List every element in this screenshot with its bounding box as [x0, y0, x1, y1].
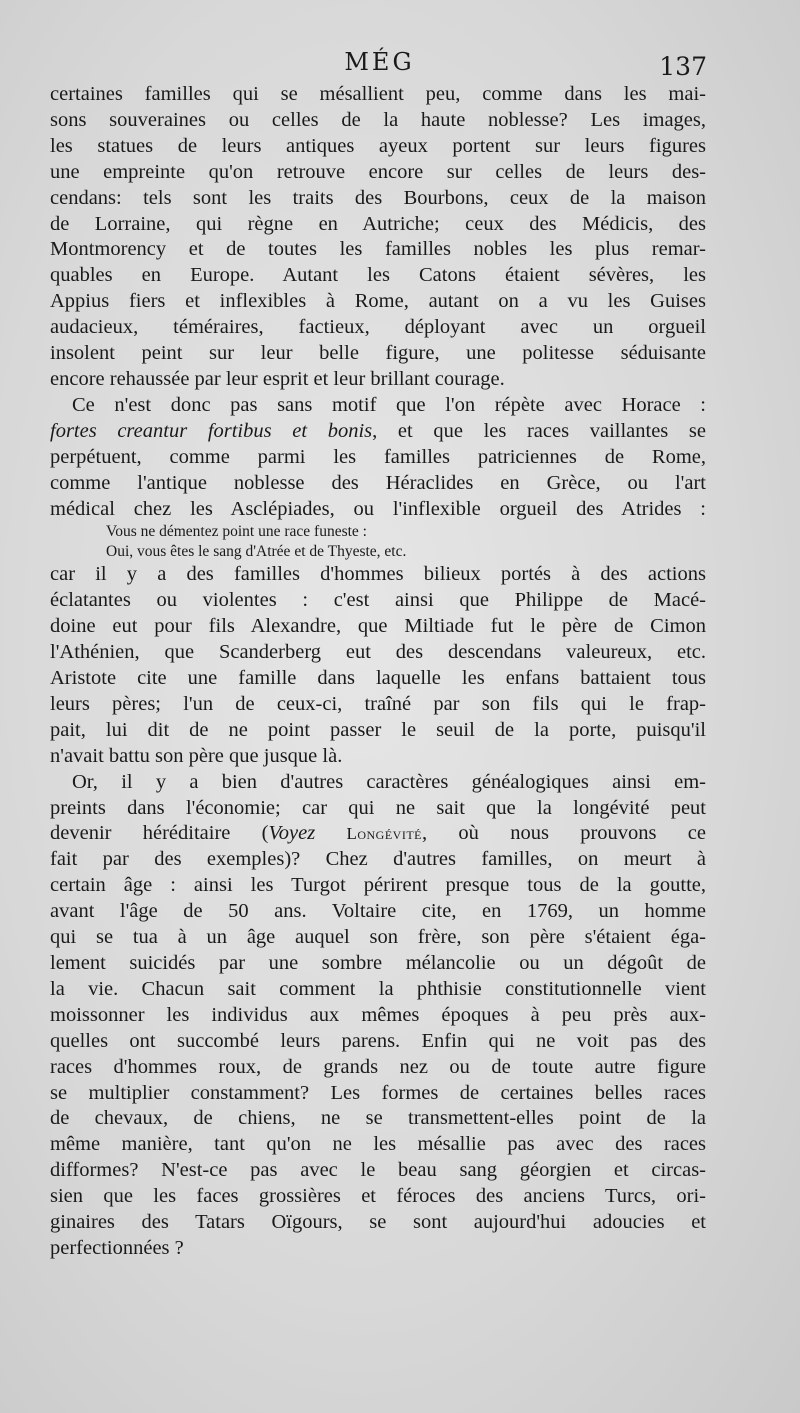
text-line: audacieux, téméraires, factieux, déployant avec un orgueil [50, 316, 706, 339]
latin-quote: fortes creantur fortibus et bonis [50, 419, 373, 442]
text-line: Or, il y a bien d'autres caractères généalogiques ainsi em- [72, 770, 706, 793]
text-line: Montmorency et de toutes les familles nobles les plus remar- [50, 238, 706, 261]
text-line: doine eut pour fils Alexandre, que Miltiade fut le père de Cimon [50, 615, 706, 638]
text-line: éclatantes ou violentes : c'est ainsi que Philippe de Macé- [50, 589, 706, 612]
running-title: MÉG [344, 48, 415, 76]
paragraph [50, 770, 706, 1262]
text-line: sien que les faces grossières et féroces des anciens Turcs, ori- [50, 1185, 706, 1208]
text-line: encore rehaussée par leur esprit et leur brillant courage. [50, 367, 505, 390]
text-line: races d'hommes roux, de grands nez ou de toute autre figure [50, 1055, 706, 1078]
paragraph [50, 393, 706, 523]
text-line: une empreinte qu'on retrouve encore sur celles de leurs des- [50, 160, 706, 183]
text-line: n'avait battu son père que jusque là. [50, 744, 343, 767]
text-line: cendans: tels sont les traits des Bourbons, ceux de la maison [50, 186, 706, 209]
text-line: qui se tua à un âge auquel son frère, son père s'étaient éga- [50, 926, 706, 949]
text-line: même manière, tant qu'on ne les mésallie pas avec des races [50, 1133, 706, 1156]
text-line: se multiplier constamment? Les formes de certaines belles races [50, 1081, 706, 1104]
cross-reference-entry: Longévité [346, 824, 423, 844]
text-line: avant l'âge de 50 ans. Voltaire cite, en 1769, un homme [50, 900, 706, 923]
text-line: la vie. Chacun sait comment la phthisie constitutionnelle vient [50, 977, 706, 1000]
text-line: de Lorraine, qui règne en Autriche; ceux des Médicis, des [50, 212, 706, 235]
text-line [50, 821, 706, 847]
text-line: médical chez les Asclépiades, ou l'inflexible orgueil des Atrides : [50, 497, 706, 520]
verse-quotation [50, 522, 706, 562]
text-line: difformes? N'est-ce pas avec le beau sang géorgien et circas- [50, 1159, 706, 1182]
text-line: ginaires des Tatars Oïgours, se sont aujourd'hui adoucies et [50, 1211, 706, 1234]
text-line: leurs pères; l'un de ceux-ci, traîné par son fils qui le frap- [50, 692, 706, 715]
text-line: lement suicidés par une sombre mélancolie ou un dégoût de [50, 952, 706, 974]
text-line: perpétuent, comme parmi les familles patriciennes de Rome, [50, 445, 706, 468]
text-line: de chevaux, de chiens, ne se transmettent-elles point de la [50, 1107, 706, 1130]
paragraph [50, 562, 706, 769]
text-line: car il y a des familles d'hommes bilieux portés à des actions [50, 563, 706, 586]
running-head [52, 48, 707, 82]
paragraph [50, 82, 706, 393]
text-line: certaines familles qui se mésallient peu, comme dans les mai- [50, 83, 706, 105]
text-line: l'Athénien, que Scanderberg eut des descendans valeureux, etc. [50, 641, 706, 664]
text-fragment: , où nous prouvons ce [422, 822, 706, 845]
text-line: fait par des exemples)? Chez d'autres familles, on meurt à [50, 848, 706, 871]
text-line: sons souveraines ou celles de la haute noblesse? Les images, [50, 108, 706, 131]
text-line: moissonner les individus aux mêmes époques à peu près aux- [50, 1003, 706, 1026]
text-line: Aristote cite une famille dans laquelle les enfans battaient tous [50, 667, 706, 690]
text-line: preints dans l'économie; car qui ne sait que la longévité peut [50, 796, 706, 819]
verse-line: Oui, vous êtes le sang d'Atrée et de Thyeste, etc. [106, 543, 407, 561]
text-line: quables en Europe. Autant les Catons étaient sévères, les [50, 264, 706, 287]
text-line: les statues de leurs antiques ayeux portent sur leurs figures [50, 134, 706, 157]
text-line: Appius fiers et inflexibles à Rome, autant on a vu les Guises [50, 290, 706, 313]
text-line: pait, lui dit de ne point passer le seuil de la porte, puisqu'il [50, 718, 706, 741]
text-line: quelles ont succombé leurs parens. Enfin qui ne voit pas des [50, 1029, 706, 1052]
text-fragment: devenir héréditaire ( [50, 822, 269, 845]
text-line: insolent peint sur leur belle figure, une politesse séduisante [50, 342, 706, 365]
text-line: perfectionnées ? [50, 1236, 184, 1259]
page-number: 137 [659, 52, 707, 81]
text-line [50, 419, 706, 445]
text-line: certain âge : ainsi les Turgot périrent presque tous de la goutte, [50, 874, 706, 897]
verse-line: Vous ne démentez point une race funeste : [106, 523, 367, 541]
text-fragment: , et que les races vaillantes se [372, 419, 706, 442]
body-text [50, 82, 706, 1262]
text-line: comme l'antique noblesse des Héraclides en Grèce, ou l'art [50, 471, 706, 494]
cross-reference-voyez: Voyez [268, 822, 316, 845]
text-line: Ce n'est donc pas sans motif que l'on répète avec Horace : [72, 393, 706, 416]
